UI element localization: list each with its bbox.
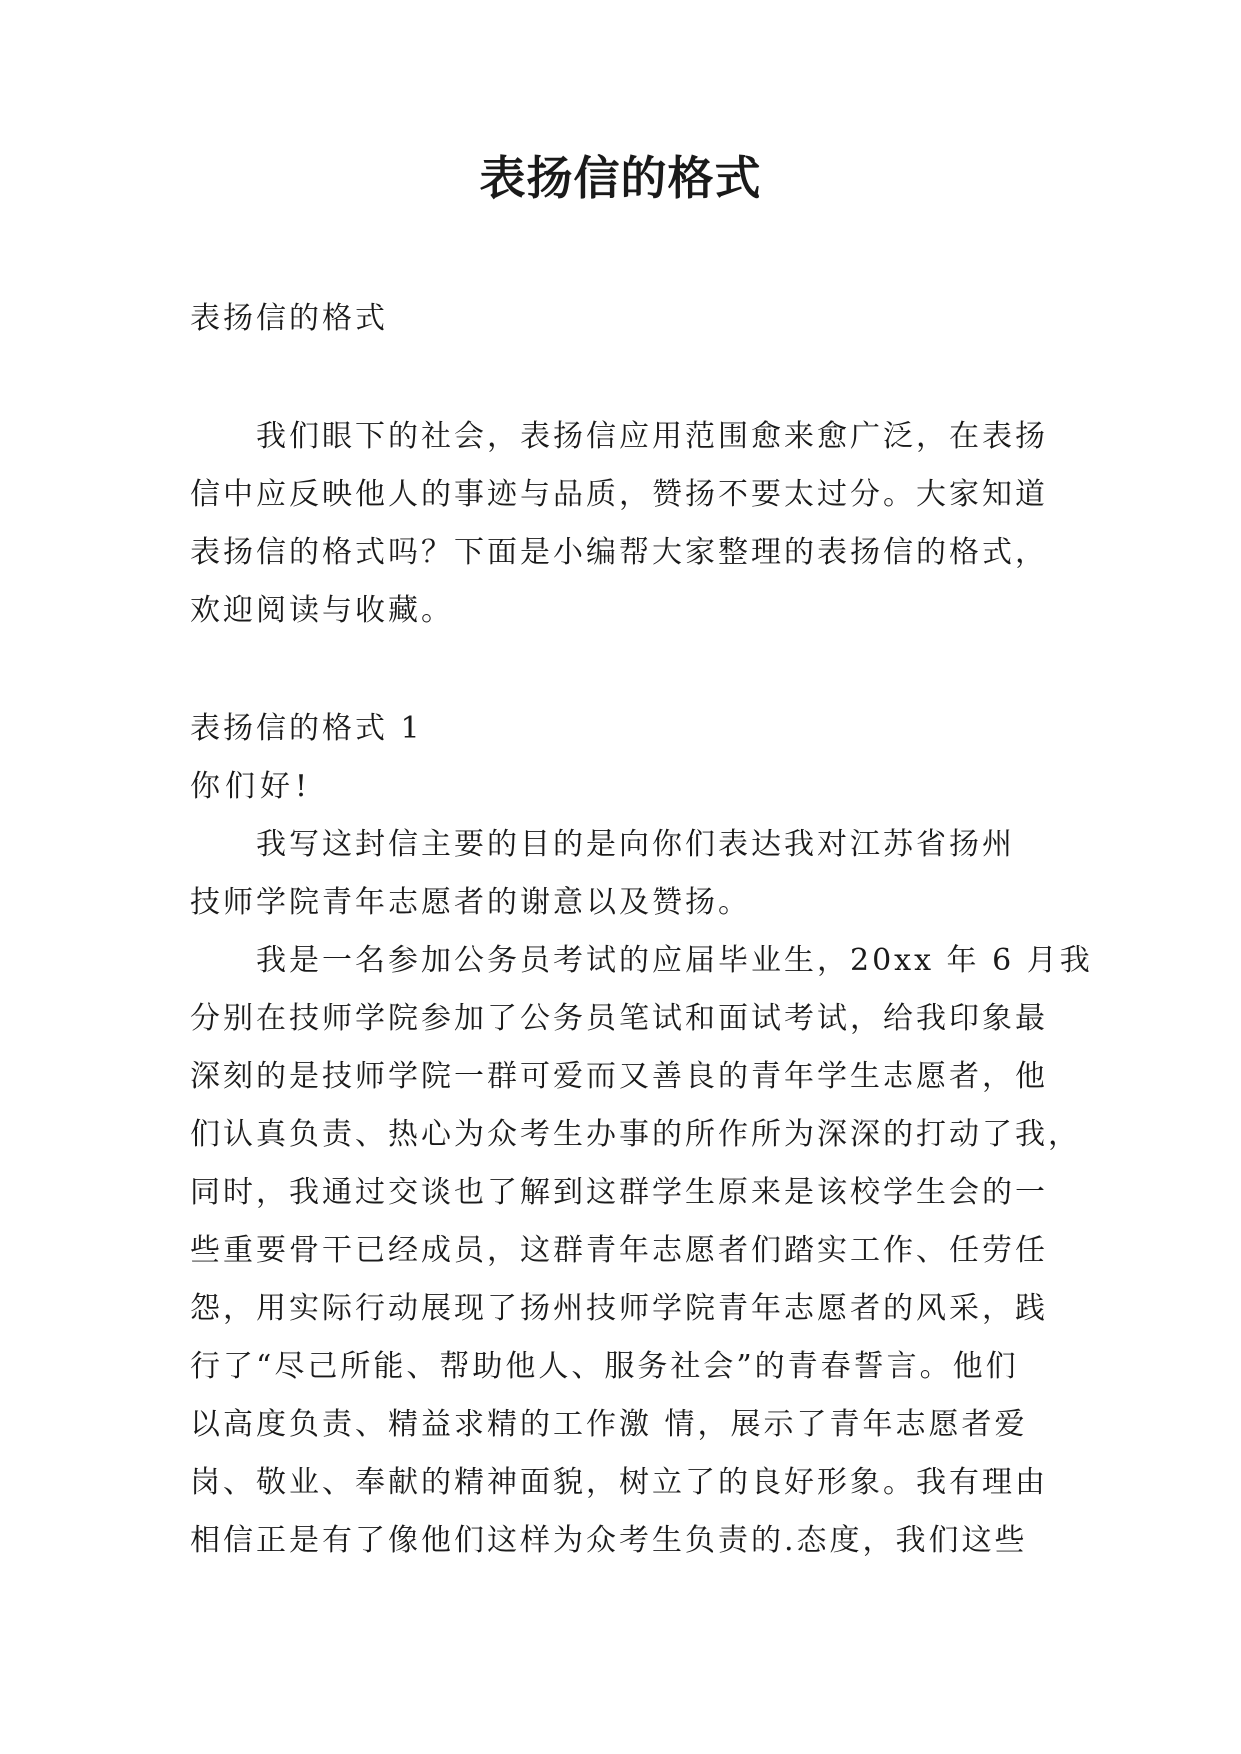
body-paragraph-2 — [190, 932, 1093, 1570]
body-line: 怨，用实际行动展现了扬州技师学院青年志愿者的风采，践 — [190, 1291, 1048, 1326]
document-title: 表扬信的格式 — [479, 151, 762, 205]
body-line: 我写这封信主要的目的是向你们表达我对江苏省扬州 — [256, 827, 1015, 862]
subtitle: 表扬信的格式 — [190, 301, 388, 336]
body-line: 深刻的是技师学院一群可爱而又善良的青年学生志愿者，他 — [190, 1059, 1048, 1094]
intro-line: 我们眼下的社会，表扬信应用范围愈来愈广泛，在表扬 — [256, 419, 1048, 454]
greeting: 你们好! — [190, 769, 313, 804]
document-body — [190, 290, 1093, 1570]
intro-paragraph — [190, 408, 1050, 640]
body-line: 岗、敬业、奉献的精神面貌，树立了的良好形象。我有理由 — [190, 1465, 1048, 1500]
spacer — [190, 348, 1050, 408]
body-line: 相信正是有了像他们这样为众考生负责的.态度，我们这些 — [190, 1523, 1028, 1558]
body-line: 我是一名参加公务员考试的应届毕业生，20xx 年 6 月我 — [256, 943, 1093, 978]
body-line: 们认真负责、热心为众考生办事的所作所为深深的打动了我， — [190, 1117, 1081, 1152]
body-line: 些重要骨干已经成员，这群青年志愿者们踏实工作、任劳任 — [190, 1233, 1048, 1268]
body-line: 以高度负责、精益求精的工作激 情，展示了青年志愿者爱 — [190, 1407, 1028, 1442]
intro-line: 信中应反映他人的事迹与品质，赞扬不要太过分。大家知道 — [190, 477, 1048, 512]
body-line: 技师学院青年志愿者的谢意以及赞扬。 — [190, 885, 751, 920]
spacer — [190, 640, 1050, 700]
body-paragraph-1 — [190, 816, 1050, 932]
intro-line: 欢迎阅读与收藏。 — [190, 593, 454, 628]
body-line: 行了“尽己所能、帮助他人、服务社会”的青春誓言。他们 — [190, 1349, 1019, 1384]
body-line: 同时，我通过交谈也了解到这群学生原来是该校学生会的一 — [190, 1175, 1048, 1210]
intro-line: 表扬信的格式吗？下面是小编帮大家整理的表扬信的格式， — [190, 535, 1048, 570]
section-heading: 表扬信的格式 1 — [190, 711, 423, 746]
body-line: 分别在技师学院参加了公务员笔试和面试考试，给我印象最 — [190, 1001, 1048, 1036]
